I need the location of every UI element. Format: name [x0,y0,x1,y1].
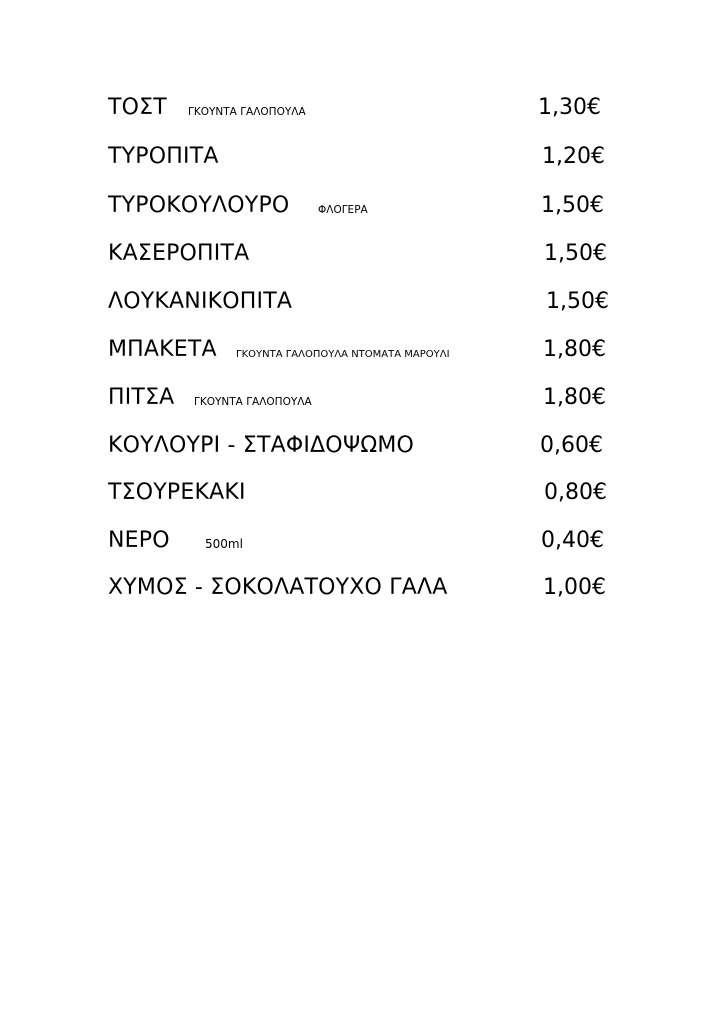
menu-item [0,137,724,177]
menu-item [0,568,724,608]
menu-item [0,521,724,561]
item-name: ΚΟΥΛΟΥΡΙ - ΣΤΑΦΙΔΟΨΩΜΟ [108,433,415,458]
item-price: 1,80€ [543,385,606,410]
menu-item [0,234,724,274]
item-name: ΤΥΡΟΠΙΤΑ [108,144,219,169]
item-name: ΤΣΟΥΡΕΚΑΚΙ [108,480,246,505]
menu-item [0,473,724,513]
menu-item [0,426,724,466]
item-note: ΦΛΟΓΕΡΑ [318,204,368,216]
menu-item [0,186,724,226]
item-note: ΓΚΟΥΝΤΑ ΓΑΛΟΠΟΥΛΑ [194,396,312,408]
item-note: ΓΚΟΥΝΤΑ ΓΑΛΟΠΟΥΛΑ ΝΤΟΜΑΤΑ ΜΑΡΟΥΛΙ [236,349,450,360]
item-name: ΚΑΣΕΡΟΠΙΤΑ [108,241,250,266]
item-price: 1,20€ [542,144,605,169]
item-name: ΠΙΤΣΑ [108,385,175,410]
menu-item [0,282,724,322]
menu-item [0,378,724,418]
item-price: 1,80€ [543,337,606,362]
item-name: ΜΠΑΚΕΤΑ [108,337,217,362]
item-note: 500ml [205,537,243,551]
item-name: ΤΟΣΤ [108,95,167,120]
item-price: 1,50€ [541,193,604,218]
menu-item [0,88,724,128]
item-price: 1,50€ [546,289,609,314]
item-price: 1,00€ [543,575,606,600]
item-price: 1,30€ [538,95,601,120]
item-name: ΧΥΜΟΣ - ΣΟΚΟΛΑΤΟΥΧΟ ΓΑΛΑ [108,575,448,600]
item-name: ΝΕΡΟ [108,528,170,553]
item-price: 0,80€ [544,480,607,505]
item-note: ΓΚΟΥΝΤΑ ΓΑΛΟΠΟΥΛΑ [188,106,306,118]
item-name: ΤΥΡΟΚΟΥΛΟΥΡΟ [108,193,290,218]
item-price: 0,60€ [540,433,603,458]
item-name: ΛΟΥΚΑΝΙΚΟΠΙΤΑ [108,289,293,314]
item-price: 1,50€ [544,241,607,266]
item-price: 0,40€ [541,528,604,553]
menu-item [0,330,724,370]
